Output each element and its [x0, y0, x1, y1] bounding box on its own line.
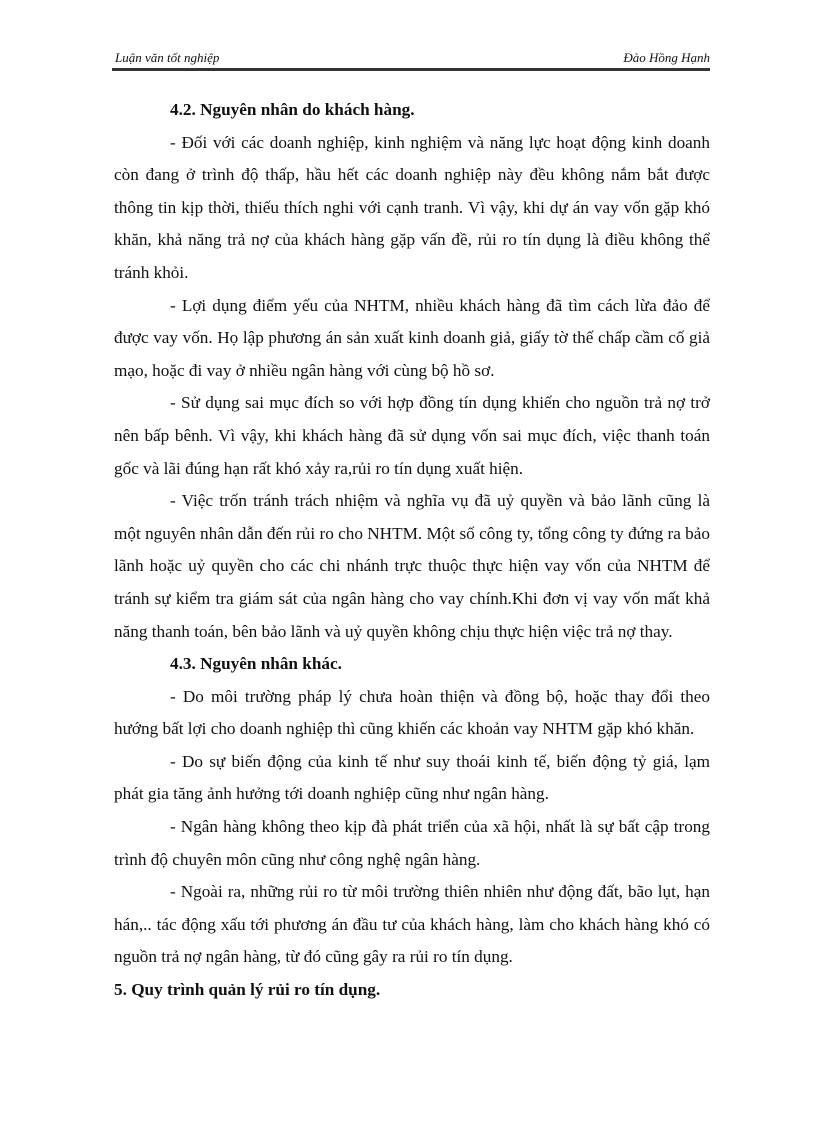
- section-4-3-paragraph: - Do sự biến động của kinh tế như suy thoái kinh tế, biến động tỷ giá, lạm phát gia tăng ảnh hưởng tới doanh nghiệp cũng như ngân hàng.: [114, 751, 710, 804]
- document-body: [114, 94, 710, 1007]
- section-4-3-paragraph: - Ngoài ra, những rủi ro từ môi trường thiên nhiên như động đất, bão lụt, hạn hán,.. tác động xấu tới phương án đầu tư của khách hàng, làm cho khách hàng khó có nguồn trả nợ ngân hàng, từ đó cũng gây ra rủi ro tín dụng.: [114, 882, 710, 967]
- section-5-heading: 5. Quy trình quản lý rủi ro tín dụng.: [114, 980, 381, 1000]
- section-4-3-heading: 4.3. Nguyên nhân khác.: [170, 654, 342, 674]
- header-thesis-title: Luận văn tốt nghiệp: [115, 50, 220, 65]
- section-4-3-paragraph: - Do môi trường pháp lý chưa hoàn thiện và đồng bộ, hoặc thay đổi theo hướng bất lợi cho doanh nghiệp thì cũng khiến các khoản vay NHTM gặp khó khăn.: [114, 686, 710, 739]
- page-header: [112, 49, 710, 67]
- section-4-2-heading: 4.2. Nguyên nhân do khách hàng.: [170, 100, 415, 119]
- section-4-2-paragraph: - Lợi dụng điểm yếu của NHTM, nhiều khách hàng đã tìm cách lừa đảo để được vay vốn. Họ lập phương án sản xuất kinh doanh giả, giấy tờ thế chấp cầm cố giả mạo, hoặc đi vay ở nhiều ngân hàng với cùng bộ hồ sơ.: [114, 295, 710, 380]
- section-4-2-paragraph: - Việc trốn tránh trách nhiệm và nghĩa vụ đã uỷ quyền và bảo lãnh cũng là một nguyên nhân dẫn đến rủi ro cho NHTM. Một số công ty, tổng công ty đứng ra bảo lãnh hoặc uỷ quyền cho các chi nhánh trực thuộc thực hiện vay vốn của NHTM để tránh sự kiểm tra giám sát của ngân hàng cho vay chính.Khi đơn vị vay vốn mất khả năng thanh toán, bên bảo lãnh và uỷ quyền không chịu thực hiện việc trả nợ thay.: [114, 491, 710, 641]
- header-divider: [112, 68, 710, 71]
- section-4-3-paragraph: - Ngân hàng không theo kịp đà phát triển của xã hội, nhất là sự bất cập trong trình độ chuyên môn cũng như công nghệ ngân hàng.: [114, 817, 710, 869]
- header-author-name: Đào Hồng Hạnh: [623, 50, 710, 65]
- section-4-2-paragraph: - Sử dụng sai mục đích so với hợp đồng tín dụng khiến cho nguồn trả nợ trở nên bấp bênh. Vì vậy, khi khách hàng đã sử dụng vốn sai mục đích, việc thanh toán gốc và lãi đúng hạn rất khó xảy ra,rủi ro tín dụng xuất hiện.: [114, 393, 710, 478]
- section-4-2-paragraph: - Đối với các doanh nghiệp, kinh nghiệm và năng lực hoạt động kinh doanh còn đang ở trình độ thấp, hầu hết các doanh nghiệp này đều không nắm bắt được thông tin kịp thời, thiếu thích nghi với cạnh tranh. Vì vậy, khi dự án vay vốn gặp khó khăn, khả năng trả nợ của khách hàng gặp vấn đề, rủi ro tín dụng là điều không thể tránh khỏi.: [114, 132, 710, 282]
